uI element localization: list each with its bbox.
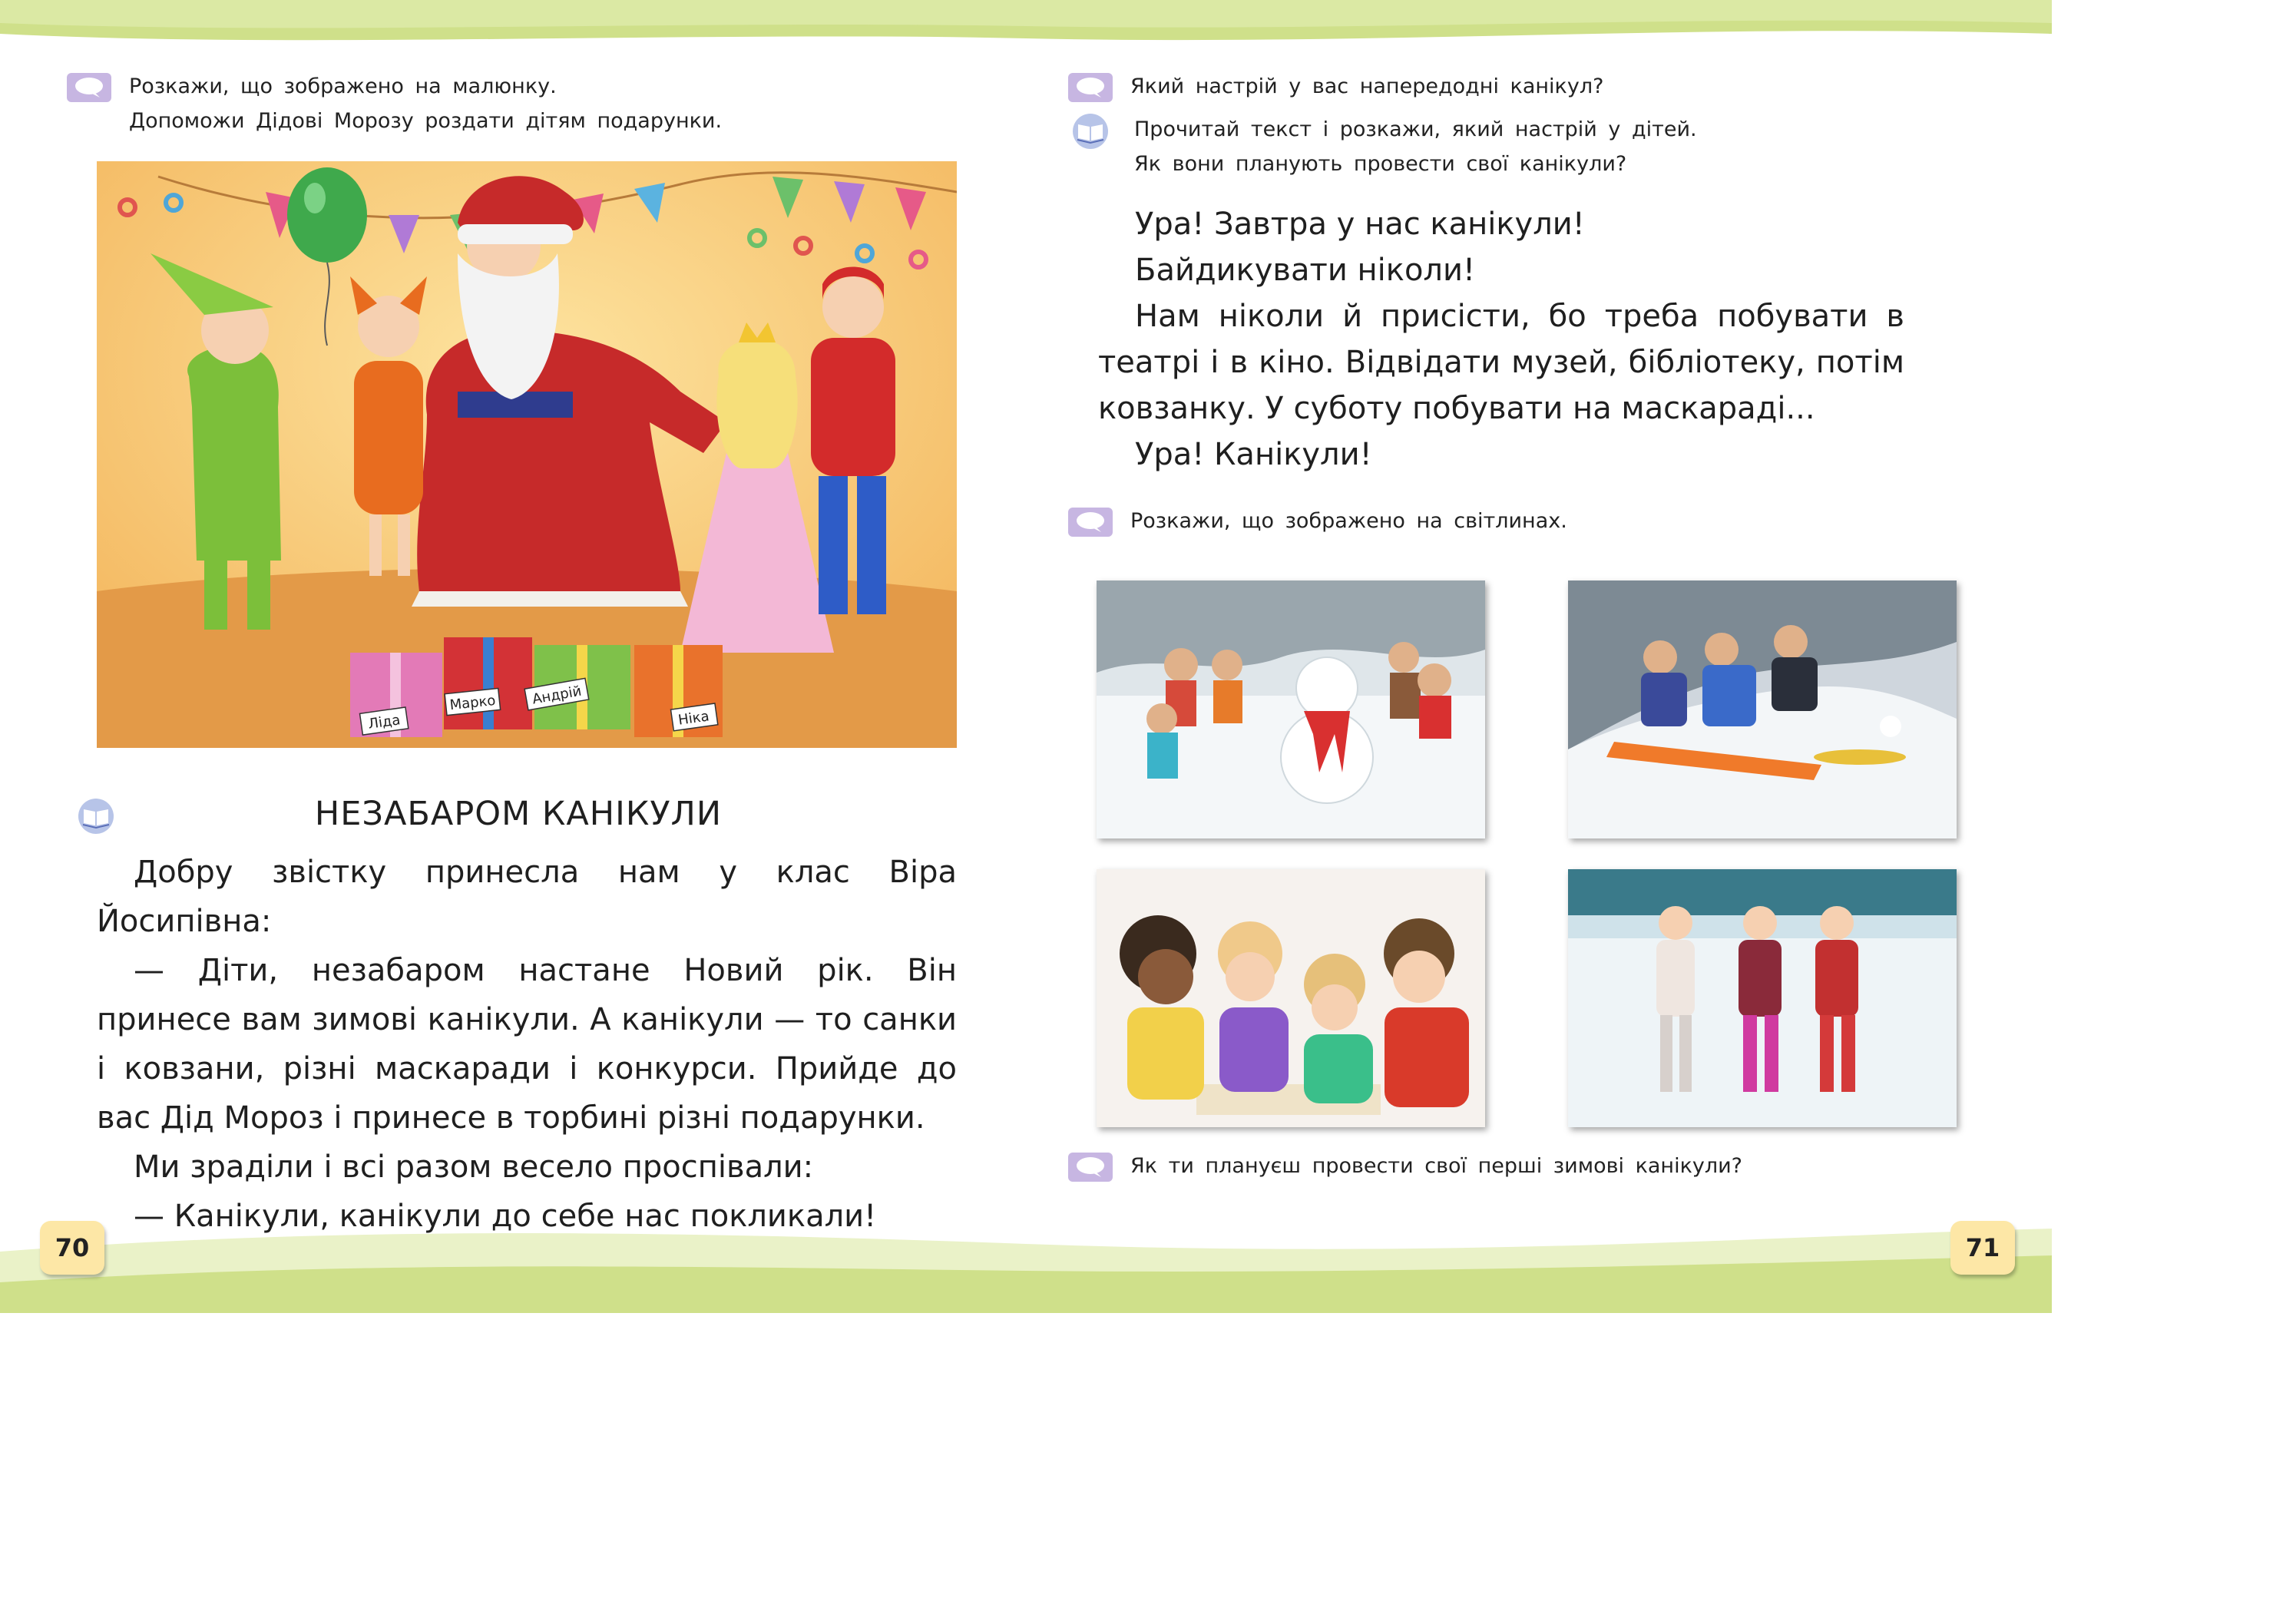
gift-tag: Ліда (367, 712, 402, 733)
speech-bubble-icon (1067, 1152, 1113, 1182)
reading-paragraph: Ура! Канікули! (1135, 437, 1372, 472)
new-year-party-illustration (97, 161, 957, 748)
prompt-plans-question (1067, 1149, 1742, 1183)
story-text (97, 848, 957, 1241)
reading-text (1098, 201, 1904, 478)
book-icon (1071, 114, 1110, 149)
prompt-line: Як ти плануєш провести свої перші зимові канікули? (1130, 1154, 1743, 1178)
prompt-line: Який настрій у вас напередодні канікул? (1130, 74, 1604, 98)
story-paragraph: Ми зраділи і всі разом весело проспівали: (134, 1149, 814, 1185)
story-paragraph: Добру звістку принесла нам у клас Віра Йосипівна: (97, 855, 957, 939)
reading-paragraph: Ура! Завтра у нас канікули! (1135, 207, 1585, 242)
gift-tag: Марко (448, 692, 497, 714)
gift-tag: Ніка (677, 708, 710, 729)
prompt-describe-picture (66, 69, 722, 138)
story-heading (77, 791, 960, 837)
page-number-right: 71 (1950, 1221, 2015, 1275)
speech-bubble-icon (1067, 72, 1113, 103)
photo-kids-sledding (1568, 580, 1957, 838)
prompt-line: Розкажи, що зображено на світлинах. (1130, 509, 1567, 533)
story-paragraph: — Канікули, канікули до себе нас покликали! (134, 1199, 877, 1234)
prompt-describe-photos (1067, 504, 1567, 538)
reading-paragraph: Нам ніколи й присісти, бо треба побувати в театрі і в кіно. Відвідати музей, бібліотеку, потім ковзанку. У суботу побувати на маскараді... (1098, 299, 1904, 426)
reading-paragraph: Байдикувати ніколи! (1135, 253, 1476, 288)
gift-tag: Андрій (531, 683, 583, 708)
photo-kids-ice-skating (1568, 869, 1957, 1127)
prompt-line: Як вони планують провести свої канікули? (1134, 152, 1627, 176)
top-wave-decoration (0, 0, 2052, 54)
photo-kids-with-snowman (1097, 580, 1485, 838)
prompt-mood-question (1067, 69, 1603, 104)
prompt-line: Розкажи, що зображено на малюнку. (129, 74, 557, 98)
story-paragraph: — Діти, незабаром настане Новий рік. Він принесе вам зимові канікули. А канікули — то санки і ковзани, різні маскаради і конкурси. Прийде до вас Дід Мороз і принесе в торбині різні подарунки. (97, 953, 957, 1136)
speech-bubble-icon (1067, 507, 1113, 537)
story-title: НЕЗАБАРОМ КАНІКУЛИ (314, 795, 723, 833)
page-number-left: 70 (40, 1221, 104, 1275)
prompt-line: Прочитай текст і розкажи, який настрій у дітей. (1134, 117, 1697, 141)
prompt-line: Допоможи Дідові Морозу роздати дітям подарунки. (129, 109, 723, 133)
prompt-read-text (1071, 112, 1697, 181)
speech-bubble-icon (66, 72, 112, 103)
photo-kids-reading-book (1097, 869, 1485, 1127)
